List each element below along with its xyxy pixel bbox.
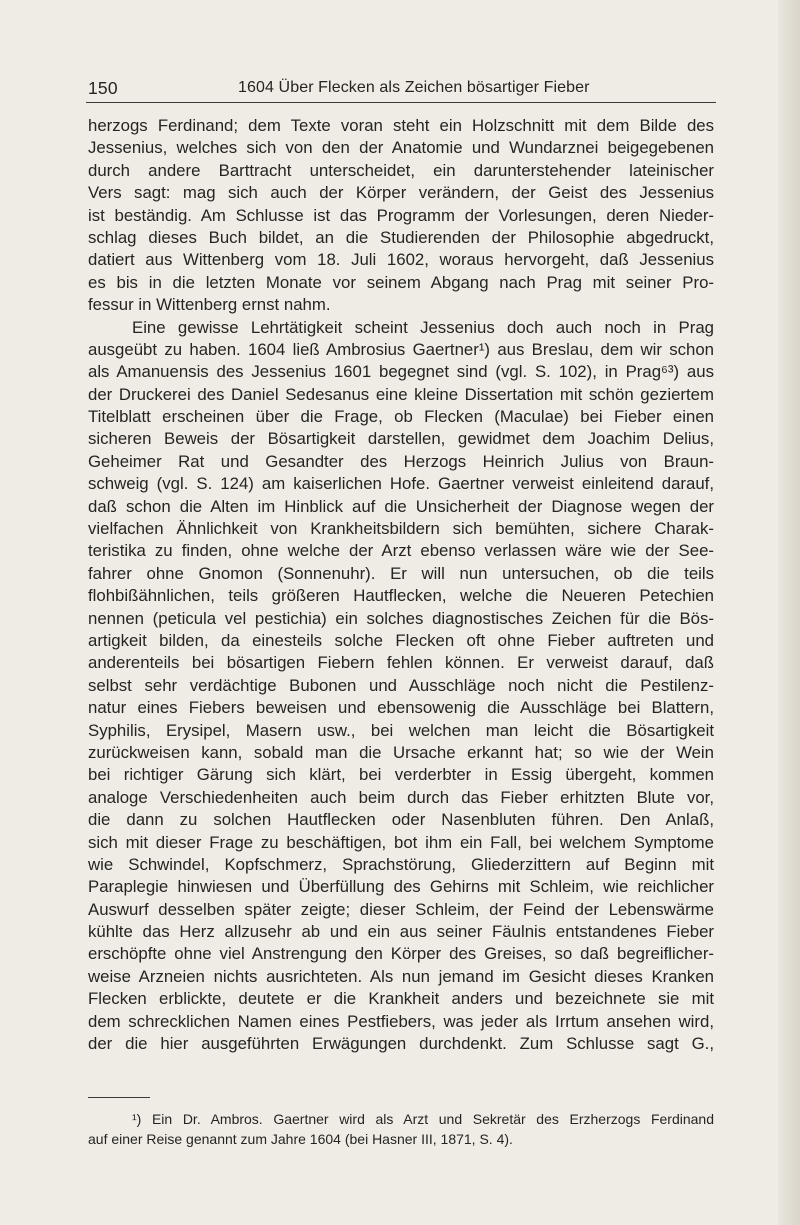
- body-text-line: es bis in die letzten Monate vor seinem Abgang nach Prag mit seiner Pro-: [88, 272, 714, 292]
- body-text-line: erschöpfte ohne viel Anstrengung den Körper des Greises, so daß begreiflicher-: [88, 944, 714, 964]
- body-text-line: ist beständig. Am Schlusse ist das Programm der Vorlesungen, deren Nieder-: [88, 205, 714, 225]
- body-text-line: bei richtiger Gärung sich klärt, bei verderbter in Essig übergeht, kommen: [88, 765, 714, 785]
- body-text-line: flohbißähnlichen, teils größeren Hautflecken, welche die Neueren Petechien: [88, 586, 714, 606]
- body-text-line: dem schrecklichen Namen eines Pestfiebers, was jeder als Irrtum ansehen wird,: [88, 1011, 714, 1031]
- body-text-line: fahrer ohne Gnomon (Sonnenuhr). Er will nun untersuchen, ob die teils: [88, 563, 714, 583]
- running-title: 1604 Über Flecken als Zeichen bösartiger Fieber: [238, 79, 590, 96]
- body-text-line: ausgeübt zu haben. 1604 ließ Ambrosius Gaertner¹) aus Breslau, dem wir schon: [88, 339, 714, 359]
- body-text-line: schweig (vgl. S. 124) am kaiserlichen Hofe. Gaertner verweist einleitend darauf,: [88, 474, 714, 494]
- body-text-line: vielfachen Ähnlichkeit von Krankheitsbildern sich bemühten, sichere Charak-: [88, 519, 714, 539]
- body-text-line: weise Arzneien nichts ausrichteten. Als nun jemand im Gesicht dieses Kranken: [88, 966, 714, 986]
- body-text-line: Titelblatt erscheinen über die Frage, ob Flecken (Maculae) bei Fieber einen: [88, 407, 714, 427]
- body-text-line: teristika zu finden, ohne welche der Arzt ebenso verlassen wäre wie der See-: [88, 541, 714, 561]
- body-text-line: der die hier ausgeführten Erwägungen durchdenkt. Zum Schlusse sagt G.,: [88, 1034, 714, 1054]
- body-text-line: die dann zu solchen Hautflecken oder Nasenbluten führen. Den Anlaß,: [88, 810, 714, 830]
- footnote-line: ¹) Ein Dr. Ambros. Gaertner wird als Arzt und Sekretär des Erzherzogs Ferdinand: [132, 1111, 714, 1127]
- body-text-line: sich mit dieser Frage zu beschäftigen, bot ihm ein Fall, bei welchem Symptome: [88, 832, 714, 852]
- body-text-line: zurückweisen kann, sobald man die Ursache erkannt hat; so wie der Wein: [88, 742, 714, 762]
- body-text-line: sicheren Beweis der Bösartigkeit darstellen, gewidmet dem Joachim Delius,: [88, 429, 714, 449]
- body-text-line: Syphilis, Erysipel, Masern usw., bei welchen man leicht die Bösartigkeit: [88, 720, 714, 740]
- body-text-line: daß schon die Alten im Hinblick auf die Unsicherheit der Diagnose wegen der: [88, 496, 714, 516]
- body-text-line: fessur in Wittenberg ernst nahm.: [88, 295, 331, 315]
- footnote: [88, 1109, 714, 1149]
- body-text-line: anderenteils bei bösartigen Fiebern fehlen können. Er verweist darauf, daß: [88, 653, 714, 673]
- body-text-line: Geheimer Rat und Gesandter des Herzogs Heinrich Julius von Braun-: [88, 451, 714, 471]
- body-text-line: natur eines Fiebers beweisen und ebensowenig die Ausschläge bei Blattern,: [88, 698, 714, 718]
- body-text-line: Eine gewisse Lehrtätigkeit scheint Jessenius doch auch noch in Prag: [132, 317, 714, 337]
- body-text-line: artigkeit bilden, da einesteils solche Flecken oft ohne Fieber auftreten und: [88, 630, 714, 650]
- body-text-line: selbst sehr verdächtige Bubonen und Ausschläge noch nicht die Pestilenz-: [88, 675, 714, 695]
- body-text-line: als Amanuensis des Jessenius 1601 begegnet sind (vgl. S. 102), in Prag⁶³) aus: [88, 362, 714, 382]
- body-text-line: Auswurf desselben später zeigte; dieser Schleim, der Feind der Lebenswärme: [88, 899, 714, 919]
- body-text-line: Flecken erblickte, deutete er die Krankheit anders und bezeichnete sie mit: [88, 989, 714, 1009]
- footnote-line: auf einer Reise genannt zum Jahre 1604 (bei Hasner III, 1871, S. 4).: [88, 1131, 513, 1147]
- body-text-line: wie Schwindel, Kopfschmerz, Sprachstörung, Gliederzittern auf Beginn mit: [88, 854, 714, 874]
- body-text-line: schlag dieses Buch bildet, an die Studierenden der Philosophie abgedruckt,: [88, 227, 714, 247]
- body-text: [88, 115, 714, 1055]
- page-header: [86, 78, 716, 103]
- body-text-line: herzogs Ferdinand; dem Texte voran steht ein Holzschnitt mit dem Bilde des: [88, 116, 714, 135]
- page-edge: [778, 0, 800, 1225]
- page-number: 150: [88, 78, 118, 98]
- body-text-line: Paraplegie hinwiesen und Überfüllung des Gehirns mit Schleim, wie reichlicher: [88, 877, 714, 897]
- body-text-line: Vers sagt: mag sich auch der Körper verändern, der Geist des Jessenius: [88, 183, 714, 203]
- body-text-line: datiert aus Wittenberg vom 18. Juli 1602, woraus hervorgeht, daß Jessenius: [88, 250, 714, 270]
- body-text-line: analoge Verschiedenheiten auch beim durch das Fieber erhitzten Blute vor,: [88, 787, 714, 807]
- body-text-line: nennen (peticula vel pestichia) ein solches diagnostisches Zeichen für die Bös-: [88, 608, 714, 628]
- body-text-line: der Druckerei des Daniel Sedesanus eine kleine Dissertation mit schön geziertem: [88, 384, 714, 404]
- body-text-line: durch andere Barttracht unterscheidet, ein darunterstehender lateinischer: [88, 160, 714, 180]
- footnote-rule: [88, 1097, 150, 1098]
- body-text-line: kühlte das Herz allzusehr ab und ein aus seiner Fäulnis entstandenes Fieber: [88, 922, 714, 942]
- body-text-line: Jessenius, welches sich von den der Anatomie und Wundarznei beigegebenen: [88, 138, 714, 158]
